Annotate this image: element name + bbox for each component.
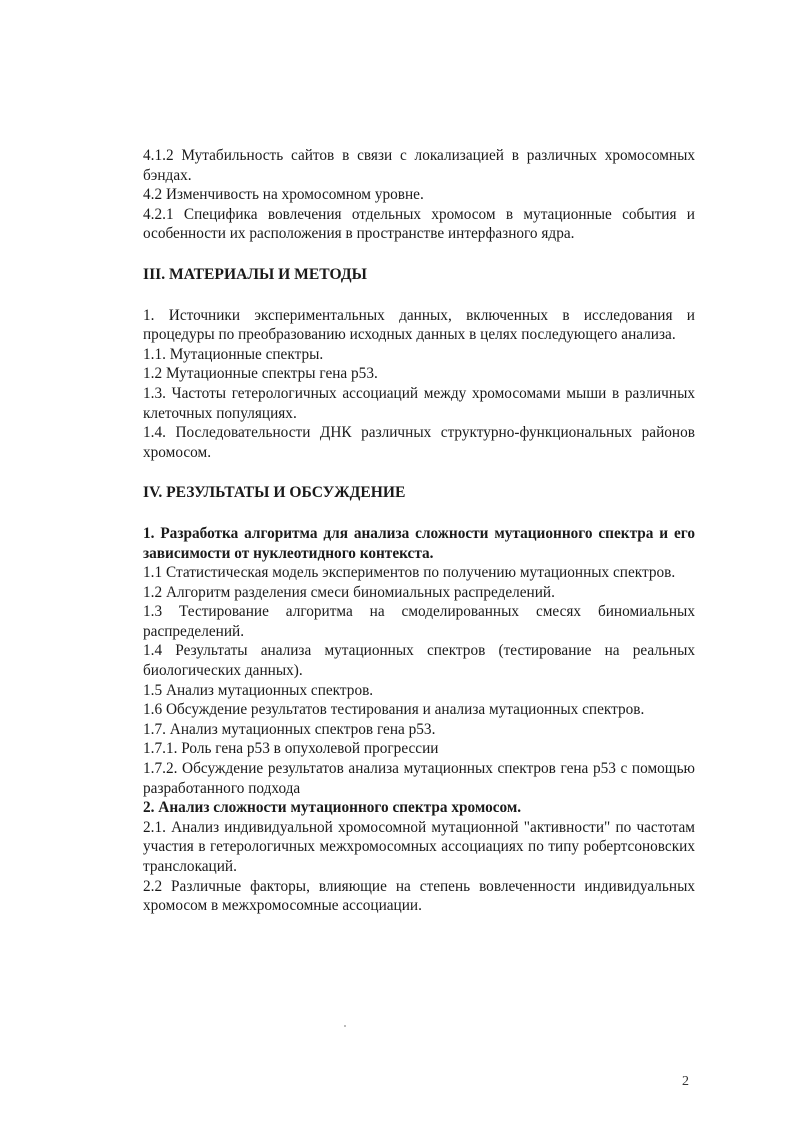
page-content	[143, 146, 695, 916]
section-3-list	[143, 306, 695, 463]
toc-item: 1.2 Алгоритм разделения смеси биномиальных распределений.	[143, 583, 555, 601]
toc-item: 1.1 Статистическая модель экспериментов по получению мутационных спектров.	[143, 564, 676, 582]
toc-item-4-2: 4.2 Изменчивость на хромосомном уровне.	[143, 186, 424, 204]
page-number: 2	[682, 1074, 689, 1089]
toc-item-4-1-2: 4.1.2 Мутабильность сайтов в связи с локализацией в различных хромосомных бэндах.	[143, 147, 695, 184]
toc-item-4-2-1: 4.2.1 Специфика вовлечения отдельных хромосом в мутационные события и особенности их расположения в пространстве интерфазного ядра.	[143, 205, 695, 243]
toc-item: 1.4 Результаты анализа мутационных спектров (тестирование на реальных биологических данных).	[143, 642, 695, 680]
subsection-1-heading: 1. Разработка алгоритма для анализа сложности мутационного спектра и его зависимости от нуклеотидного контекста.	[143, 524, 695, 562]
toc-item: 1.1. Мутационные спектры.	[143, 345, 324, 363]
section-4-list	[143, 524, 695, 916]
toc-item: 1.3 Тестирование алгоритма на смоделированных смесях биномиальных распределений.	[143, 603, 695, 640]
subsection-2-heading: 2. Анализ сложности мутационного спектра хромосом.	[143, 799, 522, 817]
toc-item: 1.3. Частоты гетерологичных ассоциаций между хромосомами мыши в различных клеточных популяциях.	[143, 384, 695, 422]
scan-speck	[344, 1025, 346, 1027]
toc-item: 2.2 Различные факторы, влияющие на степень вовлеченности индивидуальных хромосом в межхромосомные ассоциации.	[143, 877, 695, 915]
section-4-heading: IV. РЕЗУЛЬТАТЫ И ОБСУЖДЕНИЕ	[143, 484, 406, 502]
toc-item: 1.7. Анализ мутационных спектров гена р53.	[143, 720, 436, 738]
section-3-heading: III. МАТЕРИАЛЫ И МЕТОДЫ	[143, 265, 367, 283]
toc-item: 1.5 Анализ мутационных спектров.	[143, 681, 374, 699]
toc-item: 1.2 Мутационные спектры гена р53.	[143, 365, 378, 383]
toc-item: 1.7.1. Роль гена р53 в опухолевой прогрессии	[143, 740, 439, 758]
toc-item-1-6: 1.6 Обсуждение результатов тестирования и анализа мутационных спектров.	[143, 701, 645, 719]
toc-item: 1.7.2. Обсуждение результатов анализа мутационных спектров гена р53 с помощью разработанного подхода	[143, 760, 695, 797]
toc-item: 2.1. Анализ индивидуальной хромосомной мутационной "активности" по частотам участия в гетерологичных межхромосомных ассоциациях по типу робертсоновских транслокаций.	[143, 818, 695, 875]
toc-item: 1.4. Последовательности ДНК различных структурно-функциональных районов хромосом.	[143, 424, 695, 461]
toc-item: 1. Источники экспериментальных данных, включенных в исследования и процедуры по преобразованию исходных данных в целях последующего анализа.	[143, 306, 695, 344]
